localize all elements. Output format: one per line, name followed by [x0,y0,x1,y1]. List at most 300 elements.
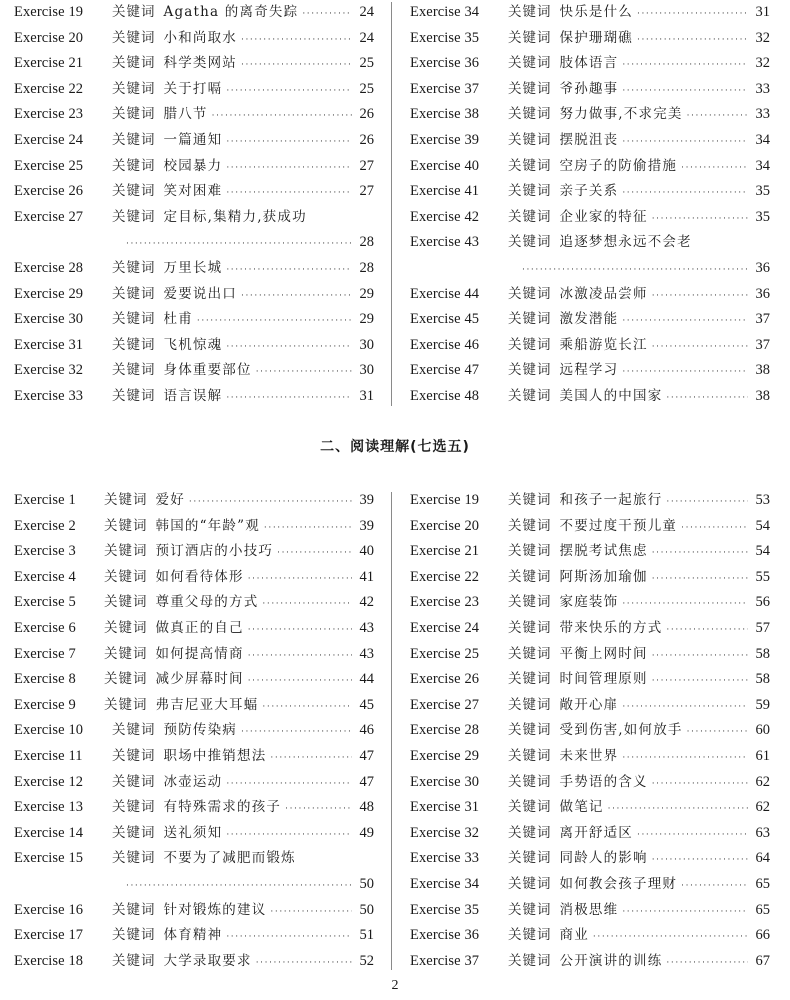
toc-entry [410,230,770,256]
exercise-number: Exercise 26 [14,183,84,200]
exercise-number: Exercise 43 [410,234,480,251]
keyword-label: 关键词 [112,773,156,790]
keyword-label: 关键词 [508,773,552,790]
exercise-number: Exercise 30 [14,311,84,328]
dot-leader [666,490,748,516]
dot-leader [652,848,748,874]
keyword-label: 关键词 [508,492,552,508]
dot-leader [248,669,352,695]
dot-leader [226,823,352,849]
entry-page-number: 38 [755,387,770,404]
entry-page-number: 47 [359,747,374,764]
keyword-label: 关键词 [508,927,552,944]
entry-topic: 美国人的中国家 [559,387,663,404]
toc-entry [410,667,770,693]
exercise-number: Exercise 45 [410,311,480,328]
section-title: 二、阅读理解(七选五) [320,439,470,455]
dot-leader [666,951,748,977]
toc-entry [14,179,374,205]
dot-leader [652,644,748,670]
entry-topic: 尊重父母的方式 [155,594,259,611]
entry-page-number: 50 [359,901,374,918]
toc-entry-continuation [14,230,374,256]
toc-column-right [410,0,770,410]
dot-leader [226,335,352,361]
exercise-number: Exercise 2 [14,517,76,534]
exercise-number: Exercise 32 [14,362,84,379]
keyword-label: 关键词 [508,952,552,969]
entry-topic: 职场中推销想法 [163,747,267,764]
entry-topic: 敞开心扉 [559,696,619,713]
exercise-number: Exercise 32 [410,824,480,841]
toc-entry [14,282,374,308]
dot-leader [622,695,748,721]
entry-topic: 激发潜能 [559,311,619,328]
exercise-number: Exercise 16 [14,901,84,918]
exercise-number: Exercise 14 [14,824,84,841]
entry-topic: 爱要说出口 [163,285,237,302]
entry-topic: 时间管理原则 [559,671,648,688]
exercise-number: Exercise 24 [410,619,480,636]
entry-topic: 腊八节 [163,106,208,123]
exercise-number: Exercise 28 [14,259,84,276]
exercise-number: Exercise 24 [14,131,84,148]
dot-leader [681,156,748,182]
exercise-number: Exercise 38 [410,106,480,123]
toc-entry [14,205,374,231]
exercise-number: Exercise 15 [14,850,84,867]
toc-entry [14,923,374,949]
entry-page-number: 31 [755,4,770,20]
exercise-number: Exercise 1 [14,492,76,508]
toc-section-1 [0,0,790,410]
dot-leader [197,309,352,335]
entry-page-number: 63 [755,824,770,841]
toc-entry [14,616,374,642]
exercise-number: Exercise 46 [410,336,480,353]
toc-entry-continuation [410,256,770,282]
dot-leader [126,232,352,258]
toc-entry [410,488,770,514]
toc-entry [14,539,374,565]
toc-entry [410,590,770,616]
toc-entry [410,358,770,384]
toc-entry [14,488,374,514]
entry-page-number: 54 [755,517,770,534]
exercise-number: Exercise 21 [14,55,84,72]
exercise-number: Exercise 25 [410,645,480,662]
toc-entry [410,333,770,359]
exercise-number: Exercise 25 [14,157,84,174]
exercise-number: Exercise 44 [410,285,480,302]
keyword-label: 关键词 [112,80,156,97]
keyword-label: 关键词 [508,131,552,148]
entry-topic: 杜甫 [163,311,193,328]
exercise-number: Exercise 6 [14,619,76,636]
toc-entry [14,102,374,128]
keyword-label: 关键词 [508,29,552,46]
dot-leader [522,258,748,284]
exercise-number: Exercise 30 [410,773,480,790]
column-divider [391,492,392,970]
dot-leader [652,567,748,593]
exercise-number: Exercise 17 [14,927,84,944]
exercise-number: Exercise 23 [14,106,84,123]
entry-page-number: 27 [359,183,374,200]
dot-leader [189,490,352,516]
entry-topic: 做笔记 [559,799,604,816]
exercise-number: Exercise 27 [14,208,84,225]
toc-entry [410,282,770,308]
keyword-label: 关键词 [112,4,156,20]
exercise-number: Exercise 18 [14,952,84,969]
entry-topic: 企业家的特征 [559,208,648,225]
exercise-number: Exercise 10 [14,722,84,739]
entry-page-number: 41 [359,568,374,585]
toc-entry [410,77,770,103]
dot-leader [687,104,748,130]
toc-entry [410,616,770,642]
keyword-label: 关键词 [112,208,156,225]
keyword-label: 关键词 [112,799,156,816]
keyword-label: 关键词 [112,336,156,353]
dot-leader [637,28,748,54]
entry-topic: 飞机惊魂 [163,336,223,353]
keyword-label: 关键词 [112,362,156,379]
entry-page-number: 58 [755,645,770,662]
toc-entry [410,770,770,796]
dot-leader [241,284,352,310]
entry-page-number: 39 [359,517,374,534]
toc-entry [14,846,374,872]
dot-leader [241,28,352,54]
keyword-label: 关键词 [104,696,148,713]
toc-entry [14,333,374,359]
toc-entry [410,744,770,770]
entry-topic: 弗吉尼亚大耳蝠 [155,696,259,713]
entry-page-number: 31 [359,387,374,404]
exercise-number: Exercise 3 [14,543,76,560]
entry-page-number: 44 [359,671,374,688]
toc-entry [410,384,770,410]
keyword-label: 关键词 [508,594,552,611]
entry-page-number: 46 [359,722,374,739]
dot-leader [226,925,352,951]
toc-entry [14,154,374,180]
entry-page-number: 45 [359,696,374,713]
toc-entry [410,0,770,26]
dot-leader [622,360,748,386]
toc-entry [14,307,374,333]
entry-topic: 体育精神 [163,927,223,944]
keyword-label: 关键词 [112,183,156,200]
keyword-label: 关键词 [508,183,552,200]
dot-leader [226,181,352,207]
exercise-number: Exercise 4 [14,568,76,585]
keyword-label: 关键词 [508,850,552,867]
dot-leader [622,53,748,79]
entry-topic: 空房子的防偷措施 [559,157,678,174]
entry-page-number: 61 [755,747,770,764]
keyword-label: 关键词 [112,157,156,174]
entry-page-number: 34 [755,131,770,148]
entry-topic: 关于打嗝 [163,80,223,97]
dot-leader [256,360,352,386]
entry-page-number: 55 [755,568,770,585]
keyword-label: 关键词 [508,387,552,404]
dot-leader [264,516,352,542]
entry-page-number: 62 [755,799,770,816]
exercise-number: Exercise 23 [410,594,480,611]
toc-entry [410,949,770,975]
toc-entry [14,128,374,154]
entry-topic: 平衡上网时间 [559,645,648,662]
exercise-number: Exercise 5 [14,594,76,611]
entry-page-number: 57 [755,619,770,636]
entry-topic: 乘船游览长江 [559,336,648,353]
entry-page-number: 29 [359,285,374,302]
keyword-label: 关键词 [104,492,148,508]
exercise-number: Exercise 13 [14,799,84,816]
dot-leader [285,797,352,823]
entry-page-number: 25 [359,55,374,72]
entry-topic: 冰激凌品尝师 [559,285,648,302]
exercise-number: Exercise 29 [14,285,84,302]
toc-entry [410,26,770,52]
toc-entry [410,821,770,847]
keyword-label: 关键词 [104,543,148,560]
exercise-number: Exercise 22 [14,80,84,97]
dot-leader [622,130,748,156]
keyword-label: 关键词 [508,80,552,97]
dot-leader [652,335,748,361]
keyword-label: 关键词 [112,106,156,123]
entry-page-number: 47 [359,773,374,790]
exercise-number: Exercise 11 [14,747,83,764]
entry-page-number: 35 [755,208,770,225]
exercise-number: Exercise 40 [410,157,480,174]
entry-topic: 小和尚取水 [163,29,237,46]
toc-entry [14,667,374,693]
toc-entry [410,102,770,128]
entry-topic: 离开舒适区 [559,824,633,841]
entry-page-number: 27 [359,157,374,174]
dot-leader [666,618,748,644]
entry-topic: 追逐梦想永远不会老 [559,234,692,251]
toc-entry [410,718,770,744]
keyword-label: 关键词 [508,55,552,72]
dot-leader [270,900,352,926]
keyword-label: 关键词 [508,696,552,713]
entry-topic: 公开演讲的训练 [559,952,663,969]
exercise-number: Exercise 29 [410,747,480,764]
entry-page-number: 53 [755,492,770,508]
entry-page-number: 37 [755,336,770,353]
dot-leader [622,79,748,105]
keyword-label: 关键词 [112,259,156,276]
keyword-label: 关键词 [508,824,552,841]
entry-topic: 家庭装饰 [559,594,619,611]
entry-page-number: 35 [755,183,770,200]
exercise-number: Exercise 47 [410,362,480,379]
keyword-label: 关键词 [104,568,148,585]
dot-leader [681,516,748,542]
exercise-number: Exercise 34 [410,875,480,892]
entry-topic: 定目标,集精力,获成功 [163,208,307,225]
toc-entry [14,358,374,384]
entry-page-number: 25 [359,80,374,97]
keyword-label: 关键词 [508,568,552,585]
entry-topic: 做真正的自己 [155,619,244,636]
dot-leader [637,823,748,849]
exercise-number: Exercise 39 [410,131,480,148]
keyword-label: 关键词 [508,619,552,636]
keyword-label: 关键词 [112,901,156,918]
dot-leader [302,2,352,28]
entry-topic: 科学类网站 [163,55,237,72]
entry-topic: Agatha 的离奇失踪 [163,4,299,20]
toc-entry [14,949,374,975]
entry-page-number: 67 [755,952,770,969]
toc-entry [14,693,374,719]
exercise-number: Exercise 20 [14,29,84,46]
entry-topic: 减少屏幕时间 [155,671,244,688]
keyword-label: 关键词 [508,799,552,816]
toc-entry [410,693,770,719]
dot-leader [241,53,352,79]
entry-topic: 带来快乐的方式 [559,619,663,636]
entry-page-number: 62 [755,773,770,790]
dot-leader [622,746,748,772]
toc-entry [410,565,770,591]
entry-topic: 大学录取要求 [163,952,252,969]
keyword-label: 关键词 [508,517,552,534]
dot-leader [608,797,748,823]
dot-leader [270,746,352,772]
toc-entry [410,539,770,565]
keyword-label: 关键词 [508,208,552,225]
entry-page-number: 26 [359,106,374,123]
entry-page-number: 29 [359,311,374,328]
entry-topic: 快乐是什么 [559,4,633,20]
keyword-label: 关键词 [508,234,552,251]
keyword-label: 关键词 [508,311,552,328]
dot-leader [652,284,748,310]
entry-topic: 远程学习 [559,362,619,379]
dot-leader [262,695,352,721]
exercise-number: Exercise 31 [14,336,84,353]
toc-entry [14,642,374,668]
entry-page-number: 66 [755,927,770,944]
exercise-number: Exercise 19 [14,4,84,20]
exercise-number: Exercise 35 [410,29,480,46]
dot-leader [622,900,748,926]
keyword-label: 关键词 [104,671,148,688]
entry-topic: 语言误解 [163,387,223,404]
keyword-label: 关键词 [112,311,156,328]
keyword-label: 关键词 [112,722,156,739]
dot-leader [241,720,352,746]
entry-topic: 保护珊瑚礁 [559,29,633,46]
entry-page-number: 30 [359,362,374,379]
column-divider [391,2,392,406]
entry-topic: 肢体语言 [559,55,619,72]
dot-leader [226,156,352,182]
entry-topic: 校园暴力 [163,157,223,174]
toc-entry [14,26,374,52]
entry-topic: 同龄人的影响 [559,850,648,867]
keyword-label: 关键词 [112,952,156,969]
keyword-label: 关键词 [508,722,552,739]
exercise-number: Exercise 33 [410,850,480,867]
entry-topic: 如何提高情商 [155,645,244,662]
dot-leader [256,951,352,977]
entry-topic: 不要过度干预儿童 [559,517,678,534]
keyword-label: 关键词 [508,645,552,662]
entry-page-number: 51 [359,927,374,944]
toc-entry [14,795,374,821]
exercise-number: Exercise 8 [14,671,76,688]
entry-topic: 如何看待体形 [155,568,244,585]
entry-page-number: 54 [755,543,770,560]
toc-entry [410,179,770,205]
entry-topic: 万里长城 [163,259,223,276]
entry-page-number: 36 [755,259,770,276]
toc-entry [14,718,374,744]
keyword-label: 关键词 [112,824,156,841]
exercise-number: Exercise 37 [410,952,480,969]
entry-page-number: 59 [755,696,770,713]
entry-topic: 一篇通知 [163,131,223,148]
keyword-label: 关键词 [508,671,552,688]
dot-leader [248,618,352,644]
entry-page-number: 32 [755,55,770,72]
exercise-number: Exercise 22 [410,568,480,585]
entry-page-number: 58 [755,671,770,688]
toc-entry [14,51,374,77]
entry-topic: 和孩子一起旅行 [559,492,663,508]
keyword-label: 关键词 [112,747,156,764]
entry-topic: 爱好 [155,492,185,508]
entry-page-number: 64 [755,850,770,867]
exercise-number: Exercise 35 [410,901,480,918]
exercise-number: Exercise 36 [410,927,480,944]
entry-page-number: 24 [359,29,374,46]
entry-page-number: 30 [359,336,374,353]
entry-topic: 未来世界 [559,747,619,764]
entry-topic: 消极思维 [559,901,619,918]
toc-entry [410,514,770,540]
entry-page-number: 24 [359,4,374,20]
entry-page-number: 26 [359,131,374,148]
dot-leader [593,925,748,951]
dot-leader [212,104,352,130]
keyword-label: 关键词 [112,927,156,944]
entry-page-number: 36 [755,285,770,302]
exercise-number: Exercise 31 [410,799,480,816]
toc-column-left [14,488,374,974]
toc-entry [410,872,770,898]
entry-page-number: 43 [359,619,374,636]
toc-entry [410,898,770,924]
exercise-number: Exercise 37 [410,80,480,97]
toc-entry [410,642,770,668]
entry-page-number: 50 [359,875,374,892]
exercise-number: Exercise 41 [410,183,480,200]
dot-leader [681,874,748,900]
keyword-label: 关键词 [508,157,552,174]
keyword-label: 关键词 [508,106,552,123]
